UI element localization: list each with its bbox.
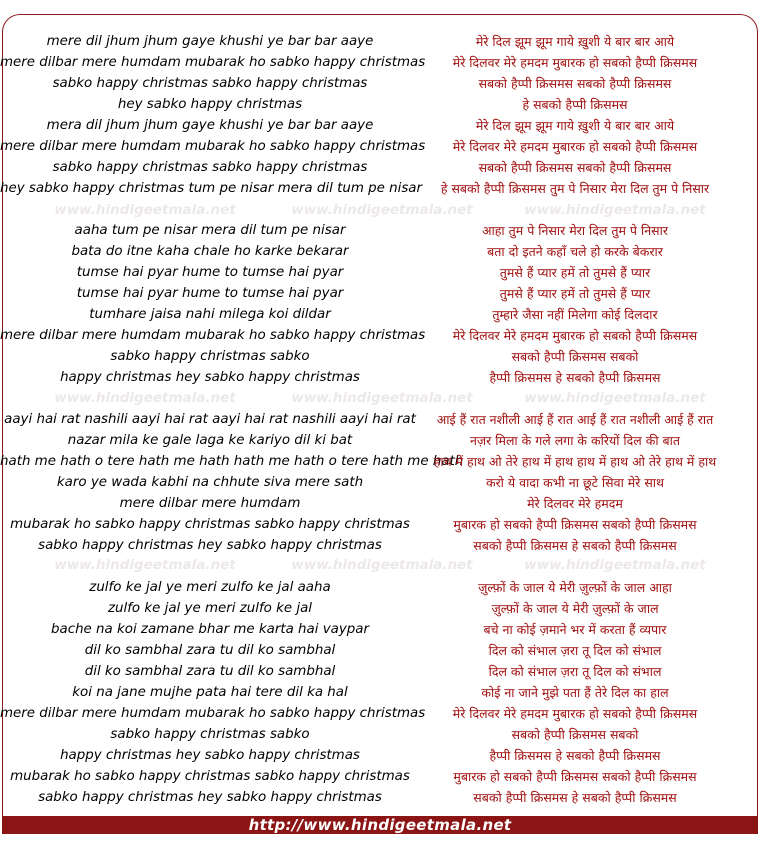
lyric-line bbox=[0, 619, 760, 640]
lyric-line bbox=[0, 661, 760, 682]
lyric-line bbox=[0, 283, 760, 304]
lyric-line bbox=[0, 430, 760, 451]
lyric-english: happy christmas hey sabko happy christmas bbox=[60, 370, 360, 385]
lyric-hindi: बचे ना कोई ज़माने भर में करता हैं व्यपार bbox=[483, 622, 667, 637]
lyric-english: tumhare jaisa nahi milega koi dildar bbox=[89, 307, 331, 322]
stanza-2 bbox=[0, 220, 760, 388]
lyric-english: aaha tum pe nisar mera dil tum pe nisar bbox=[74, 223, 346, 238]
lyric-english: aayi hai rat nashili aayi hai rat aayi hai rat nashili aayi hai rat bbox=[4, 412, 416, 427]
lyric-hindi: दिल को संभाल ज़रा तू दिल को संभाल bbox=[488, 664, 662, 679]
lyric-hindi: नज़र मिला के गले लगा के करियों दिल की बात bbox=[469, 433, 681, 448]
lyric-english: sabko happy christmas sabko bbox=[110, 727, 310, 742]
lyric-hindi: बता दो इतने कहाँ चले हो करके बेकरार bbox=[487, 244, 663, 259]
lyric-line bbox=[0, 598, 760, 619]
lyric-hindi: सबको हैप्पी क्रिसमस हे सबको हैप्पी क्रिसमस bbox=[473, 790, 677, 805]
lyric-hindi: मेरे दिल झूम झूम गाये ख़ुशी ये बार बार आये bbox=[475, 34, 675, 49]
lyric-line bbox=[0, 31, 760, 52]
lyric-hindi: मेरे दिलवर मेरे हमदम मुबारक हो सबको हैप्पी क्रिसमस bbox=[452, 55, 698, 70]
lyric-line bbox=[0, 451, 760, 472]
lyric-line bbox=[0, 94, 760, 115]
lyric-hindi: मेरे दिलवर मेरे हमदम मुबारक हो सबको हैप्पी क्रिसमस bbox=[452, 706, 698, 721]
lyric-line bbox=[0, 241, 760, 262]
lyric-line bbox=[0, 52, 760, 73]
lyric-english: dil ko sambhal zara tu dil ko sambhal bbox=[84, 643, 336, 658]
lyric-english: bache na koi zamane bhar me karta hai vaypar bbox=[51, 622, 369, 637]
lyric-line bbox=[0, 304, 760, 325]
lyric-line bbox=[0, 535, 760, 556]
lyric-hindi: मेरे दिलवर मेरे हमदम bbox=[527, 496, 623, 511]
lyric-hindi: मुबारक हो सबको हैप्पी क्रिसमस सबको हैप्पी क्रिसमस bbox=[453, 769, 697, 784]
lyric-hindi: आई हैं रात नशीली आई हैं रात आई हैं रात नशीली आई हैं रात bbox=[436, 412, 714, 427]
lyric-line bbox=[0, 73, 760, 94]
watermark-row bbox=[0, 556, 760, 574]
lyric-hindi: हैप्पी क्रिसमस हे सबको हैप्पी क्रिसमस bbox=[489, 370, 661, 385]
lyric-english: sabko happy christmas sabko happy christmas bbox=[52, 160, 368, 175]
lyric-hindi: आहा तुम पे निसार मेरा दिल तुम पे निसार bbox=[482, 223, 668, 238]
lyric-line bbox=[0, 367, 760, 388]
lyric-line bbox=[0, 493, 760, 514]
watermark-text: www.hindigeetmala.net bbox=[54, 557, 236, 573]
lyric-hindi: करो ये वादा कभी ना छूटे सिवा मेरे साथ bbox=[485, 475, 665, 490]
watermark-text: www.hindigeetmala.net bbox=[291, 557, 473, 573]
lyric-hindi: सबको हैप्पी क्रिसमस सबको हैप्पी क्रिसमस bbox=[478, 160, 672, 175]
lyric-hindi: तुम्हारे जैसा नहीं मिलेगा कोई दिलदार bbox=[492, 307, 658, 322]
lyric-hindi: हे सबको हैप्पी क्रिसमस तुम पे निसार मेरा दिल तुम पे निसार bbox=[440, 181, 710, 196]
lyric-english: karo ye wada kabhi na chhute siva mere sath bbox=[56, 475, 364, 490]
lyric-english: sabko happy christmas sabko happy christmas bbox=[52, 76, 368, 91]
lyric-english: sabko happy christmas sabko bbox=[110, 349, 310, 364]
lyric-hindi: सबको हैप्पी क्रिसमस सबको bbox=[511, 727, 639, 742]
watermark-row bbox=[0, 201, 760, 219]
watermark-text: www.hindigeetmala.net bbox=[54, 202, 236, 218]
watermark-text: www.hindigeetmala.net bbox=[54, 390, 236, 406]
lyric-english: mere dilbar mere humdam mubarak ho sabko happy christmas bbox=[0, 328, 426, 343]
lyric-line bbox=[0, 640, 760, 661]
lyric-english: hey sabko happy christmas bbox=[117, 97, 303, 112]
lyric-hindi: तुमसे हैं प्यार हमें तो तुमसे हैं प्यार bbox=[499, 286, 651, 301]
footer-bar bbox=[2, 816, 758, 834]
lyric-hindi: मेरे दिल झूम झूम गाये ख़ुशी ये बार बार आये bbox=[475, 118, 675, 133]
lyric-hindi: दिल को संभाल ज़रा तू दिल को संभाल bbox=[488, 643, 662, 658]
lyric-hindi: तुमसे हैं प्यार हमें तो तुमसे हैं प्यार bbox=[499, 265, 651, 280]
lyric-hindi: कोई ना जाने मुझे पता हैं तेरे दिल का हाल bbox=[481, 685, 669, 700]
lyric-line bbox=[0, 514, 760, 535]
watermark-text: www.hindigeetmala.net bbox=[524, 557, 706, 573]
lyric-hindi: मुबारक हो सबको हैप्पी क्रिसमस सबको हैप्पी क्रिसमस bbox=[453, 517, 697, 532]
lyric-line bbox=[0, 682, 760, 703]
lyric-english: hath me hath o tere hath me hath hath me hath o tere hath me hath bbox=[0, 454, 464, 469]
lyric-english: mere dilbar mere humdam mubarak ho sabko happy christmas bbox=[0, 55, 426, 70]
lyric-english: mere dil jhum jhum gaye khushi ye bar bar aaye bbox=[46, 34, 374, 49]
lyric-english: mere dilbar mere humdam bbox=[119, 496, 301, 511]
lyric-hindi: हे सबको हैप्पी क्रिसमस bbox=[522, 97, 628, 112]
lyric-english: mubarak ho sabko happy christmas sabko happy christmas bbox=[10, 769, 410, 784]
watermark-text: www.hindigeetmala.net bbox=[524, 202, 706, 218]
lyric-english: zulfo ke jal ye meri zulfo ke jal aaha bbox=[89, 580, 331, 595]
stanza-1 bbox=[0, 31, 760, 199]
stanza-4 bbox=[0, 577, 760, 808]
lyric-english: hey sabko happy christmas tum pe nisar mera dil tum pe nisar bbox=[0, 181, 423, 196]
lyric-line bbox=[0, 787, 760, 808]
lyric-line bbox=[0, 577, 760, 598]
lyric-line bbox=[0, 766, 760, 787]
stanza-3 bbox=[0, 409, 760, 556]
lyric-hindi: सबको हैप्पी क्रिसमस सबको bbox=[511, 349, 639, 364]
lyric-line bbox=[0, 178, 760, 199]
lyric-hindi: सबको हैप्पी क्रिसमस हे सबको हैप्पी क्रिसमस bbox=[473, 538, 677, 553]
lyric-hindi: ज़ुल्फ़ों के जाल ये मेरी ज़ुल्फ़ों के जाल bbox=[491, 601, 659, 616]
lyric-line bbox=[0, 136, 760, 157]
lyric-line bbox=[0, 745, 760, 766]
lyric-hindi: हाथ में हाथ ओ तेरे हाथ में हाथ हाथ में हाथ ओ तेरे हाथ में हाथ bbox=[433, 454, 717, 469]
lyric-english: mubarak ho sabko happy christmas sabko happy christmas bbox=[10, 517, 410, 532]
watermark-text: www.hindigeetmala.net bbox=[291, 202, 473, 218]
lyric-english: mere dilbar mere humdam mubarak ho sabko happy christmas bbox=[0, 139, 426, 154]
lyric-hindi: मेरे दिलवर मेरे हमदम मुबारक हो सबको हैप्पी क्रिसमस bbox=[452, 139, 698, 154]
lyric-hindi: सबको हैप्पी क्रिसमस सबको हैप्पी क्रिसमस bbox=[478, 76, 672, 91]
lyric-line bbox=[0, 724, 760, 745]
footer-url-link[interactable]: http://www.hindigeetmala.net bbox=[248, 816, 512, 834]
lyric-line bbox=[0, 220, 760, 241]
lyric-line bbox=[0, 157, 760, 178]
lyric-english: nazar mila ke gale laga ke kariyo dil ki bat bbox=[67, 433, 353, 448]
lyric-line bbox=[0, 409, 760, 430]
lyric-line bbox=[0, 262, 760, 283]
lyric-line bbox=[0, 325, 760, 346]
lyric-english: tumse hai pyar hume to tumse hai pyar bbox=[76, 286, 344, 301]
watermark-text: www.hindigeetmala.net bbox=[291, 390, 473, 406]
lyric-line bbox=[0, 472, 760, 493]
lyric-line bbox=[0, 346, 760, 367]
lyric-hindi: हैप्पी क्रिसमस हे सबको हैप्पी क्रिसमस bbox=[489, 748, 661, 763]
lyric-hindi: ज़ुल्फ़ों के जाल ये मेरी ज़ुल्फ़ों के जाल आहा bbox=[478, 580, 672, 595]
watermark-row bbox=[0, 389, 760, 407]
lyric-english: sabko happy christmas hey sabko happy christmas bbox=[38, 538, 382, 553]
lyric-line bbox=[0, 703, 760, 724]
lyric-english: dil ko sambhal zara tu dil ko sambhal bbox=[84, 664, 336, 679]
lyric-english: koi na jane mujhe pata hai tere dil ka hal bbox=[72, 685, 348, 700]
watermark-text: www.hindigeetmala.net bbox=[524, 390, 706, 406]
lyric-english: bata do itne kaha chale ho karke bekarar bbox=[71, 244, 349, 259]
lyric-hindi: मेरे दिलवर मेरे हमदम मुबारक हो सबको हैप्पी क्रिसमस bbox=[452, 328, 698, 343]
lyric-english: tumse hai pyar hume to tumse hai pyar bbox=[76, 265, 344, 280]
lyric-english: sabko happy christmas hey sabko happy christmas bbox=[38, 790, 382, 805]
lyric-english: happy christmas hey sabko happy christmas bbox=[60, 748, 360, 763]
lyric-english: mera dil jhum jhum gaye khushi ye bar bar aaye bbox=[46, 118, 374, 133]
lyric-line bbox=[0, 115, 760, 136]
lyric-english: zulfo ke jal ye meri zulfo ke jal bbox=[107, 601, 313, 616]
lyric-english: mere dilbar mere humdam mubarak ho sabko happy christmas bbox=[0, 706, 426, 721]
